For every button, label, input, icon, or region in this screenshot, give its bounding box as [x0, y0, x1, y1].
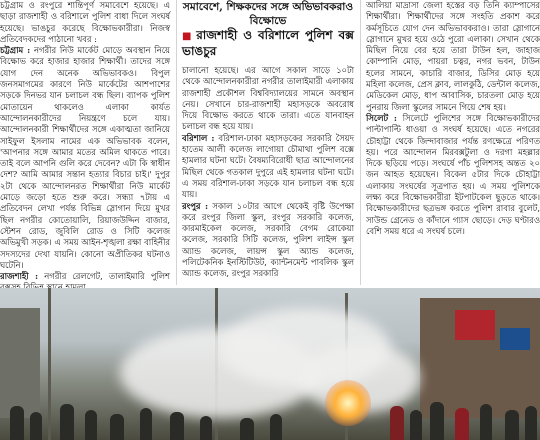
article-column-3 [366, 0, 540, 237]
rajshahi-dateline: রাজশাহী : [0, 271, 39, 282]
rajshahi-continued-paragraph: চালানো হয়েছে। এর আগে সকাল সাড়ে ১০টা থেকে আন্দোলনকারীরা নগরীর তালাইমারী এলাকায় রাজশাহী প্রকৌশল বিশ্ববিদ্যালয়ের সামনে অবস্থান নেয়। সেখানে চার-রাজশাহী মহাসড়কে অবরোধ দিয়ে বিক্ষোভ করতে থাকে তারা। এতে যানবাহন চলাচল বন্ধ হয়ে যায়। [182, 65, 354, 132]
barishal-dateline: বরিশাল : [182, 132, 215, 143]
chattogram-dateline: চট্টগ্রাম : [0, 45, 31, 56]
column-divider [360, 0, 361, 285]
article-column-1 [0, 0, 170, 294]
sylhet-paragraph [366, 113, 540, 237]
rangpur-dateline: রংপুর : [182, 200, 209, 211]
rangpur-continued-paragraph: আলিয়া মাদ্রাসা জেলা হস্তের বড় তিনি ক্যাম্পাসের শিক্ষার্থীরা। শিক্ষার্থীদের সঙ্গে সংহতি প্রকাশ করে কর্মসূচিতে যোগ দেন অভিভাবকরাও। তারা স্লোগানে স্লোগানে মুখর হয়ে ওঠে পুরো এলাকা। সেখান থেকে মিছিল নিয়ে বের হয়ে তারা টাউন হল, জাহাজ কোম্পানি মোড়, পায়রা চত্বর, নগর ভবন, টাউন হলের সামনে, কাচারি বাজার, ডিসির মোড় হয়ে মহিলা কলেজ, প্রেস ক্লাব, লালকুঠি, ডেন্টাল কলেজ, মেডিকেল মোড়, ধাপ আবাসিক, চারতলা মোড় হয়ে পুনরায় জিলা স্কুলের সামনে গিয়ে শেষ হয়। [366, 0, 540, 112]
barishal-paragraph [182, 133, 354, 201]
sylhet-text: সিলেটে পুলিশের সঙ্গে বিক্ষোভকারীদের পাল্টাপাল্টি ধাওয়া ও সংঘর্ষ হয়েছে। এতে নগরের চৌহাট্টা থেকে জিন্দাবাজার পর্যন্ত রণক্ষেত্রে পরিণত হয়। পরে আন্দোলন মিরবক্সটুলা ও দরগা মহল্লার দিকে ছড়িয়ে পড়ে। সংঘর্ষে পাঁচ পুলিশসহ অন্তত ২০ জন আহত হয়েছেন। বিকেল ৫টার দিকে চৌহাট্টা এলাকায় সংঘর্ষের সূত্রপাত হয়। এ সময় পুলিশকে লক্ষ্য করে বিক্ষোভকারীরা ইটপাটকেল ছুড়তে থাকে। বিক্ষোভকারীদের ছত্রভঙ্গ করতে পুলিশ রাবার বুলেট, সাউন্ড গ্রেনেড ও কাঁদানে গ্যাস ছোড়ে। দেড় ঘণ্টারও বেশি সময় ধরে এ সংঘর্ষ চলে। [366, 112, 540, 236]
sub-headline [182, 28, 354, 59]
chattogram-text: নগরীর নিউ মার্কেট মোড়ে অবস্থান নিয়ে বিক্ষোভ করে হাজার হাজার শিক্ষার্থী। তাদের সঙ্গে যোগ দেন অনেক অভিভাবকও। বিপুল জনসমাগমের কারণে নিউ মার্কেটের আশপাশের সড়কে দিনভর যান চলাচল বন্ধ ছিল। ব্যাপক পুলিশ মোতায়েন থাকলেও এলাকা কার্যত আন্দোলনকারীদের নিয়ন্ত্রণে চলে যায়। আন্দোলনকারী শিক্ষার্থীদের সঙ্গে একাত্মতা জানিয়ে সাইফুল ইসলাম নামের এক অভিভাবক বলেন, 'আপনার সঙ্গে আমার মতের অমিল থাকতে পারে। তাই বলে আপনি গুলি করে দেবেন? এটা কি স্বাধীন দেশ? আমি আমার সন্তান হত্যার বিচার চাই।' দুপুর ২টা থেকে আন্দোলনরত শিক্ষার্থীরা নিউ মার্কেট মোড়ে জড়ো হতে শুরু করে। সন্ধ্যা ৭টায় এ প্রতিবেদন লেখা পর্যন্ত বিভিন্ন স্লোগান দিয়ে মুখর ছিল নগরীর কোতোয়ালি, রিয়াজউদ্দিন বাজার, স্টেশন রোড, জুবিলি রোড ও সিটি কলেজ অভিমুখী সড়ক। এ সময় আইন-শৃঙ্খলা রক্ষা বাহিনীর সদস্যদের দেখা যায়নি। কোনো অপ্রীতিকর ঘটনাও ঘটেনি। [0, 45, 170, 270]
headline-box [182, 0, 354, 61]
news-photo [0, 288, 540, 440]
rajshahi-text: নগরীর রেলগেট, তালাইমারি পুলিশ [44, 271, 170, 282]
rangpur-paragraph [182, 201, 354, 280]
intro-paragraph: চট্টগ্রাম ও রংপুরে শান্তিপূর্ণ সমাবেশে হয়েছে। এ ছাড়া রাজশাহী ও বরিশালে পুলিশ বাধা দিলে সংঘর্ষ হয়েছে। ভাঙচুর করেছে বিক্ষোভকারীরা। নিজস্ব প্রতিবেদকদের পাঠানো খবর : [0, 0, 170, 44]
square-bullet-icon: ■ [182, 31, 194, 42]
chattogram-paragraph [0, 45, 170, 271]
column-divider [176, 0, 177, 285]
sub-headline-text: রাজশাহী ও বরিশালে পুলিশ বক্স ভাঙচুর [182, 28, 354, 58]
rangpur-text: সকাল ১০টার আগে থেকেই বৃষ্টি উপেক্ষা করে রংপুর জিলা স্কুল, রংপুর সরকারি কলেজ, কারমাইকেল কলেজ, সরকারি বেগম রোকেয়া কলেজ, সরকারি সিটি কলেজ, পুলিশ লাইন্স স্কুল অ্যান্ড কলেজ, লায়ন্স স্কুল অ্যান্ড কলেজ, পলিটেকনিক ইনস্টিটিউট, ক্যান্টনমেন্ট পাবলিক স্কুল অ্যান্ড কলেজ, রংপুর সরকারি [182, 200, 354, 279]
barishal-text: বরিশাল-ঢাকা মহাসড়কের সরকারি সৈয়দ হাতেম আলী কলেজ লাগোয়া চৌমাথা পুলিশ বক্সে হামলার ঘটনা ঘটে। বৈষম্যবিরোধী ছাত্র আন্দোলনের মিছিল থেকে গতকাল দুপুরে এই হামলার ঘটনা ঘটে। এ সময় বরিশাল-ঢাকা সড়কে যান চলাচল বন্ধ হয়ে যায়। [182, 132, 354, 200]
sylhet-dateline: সিলেট : [366, 112, 398, 123]
article-column-2 [182, 0, 354, 280]
top-headline-text: সমাবেশে, শিক্ষকদের সঙ্গে অভিভাবকরাও বিক্ষোভে [182, 1, 354, 27]
